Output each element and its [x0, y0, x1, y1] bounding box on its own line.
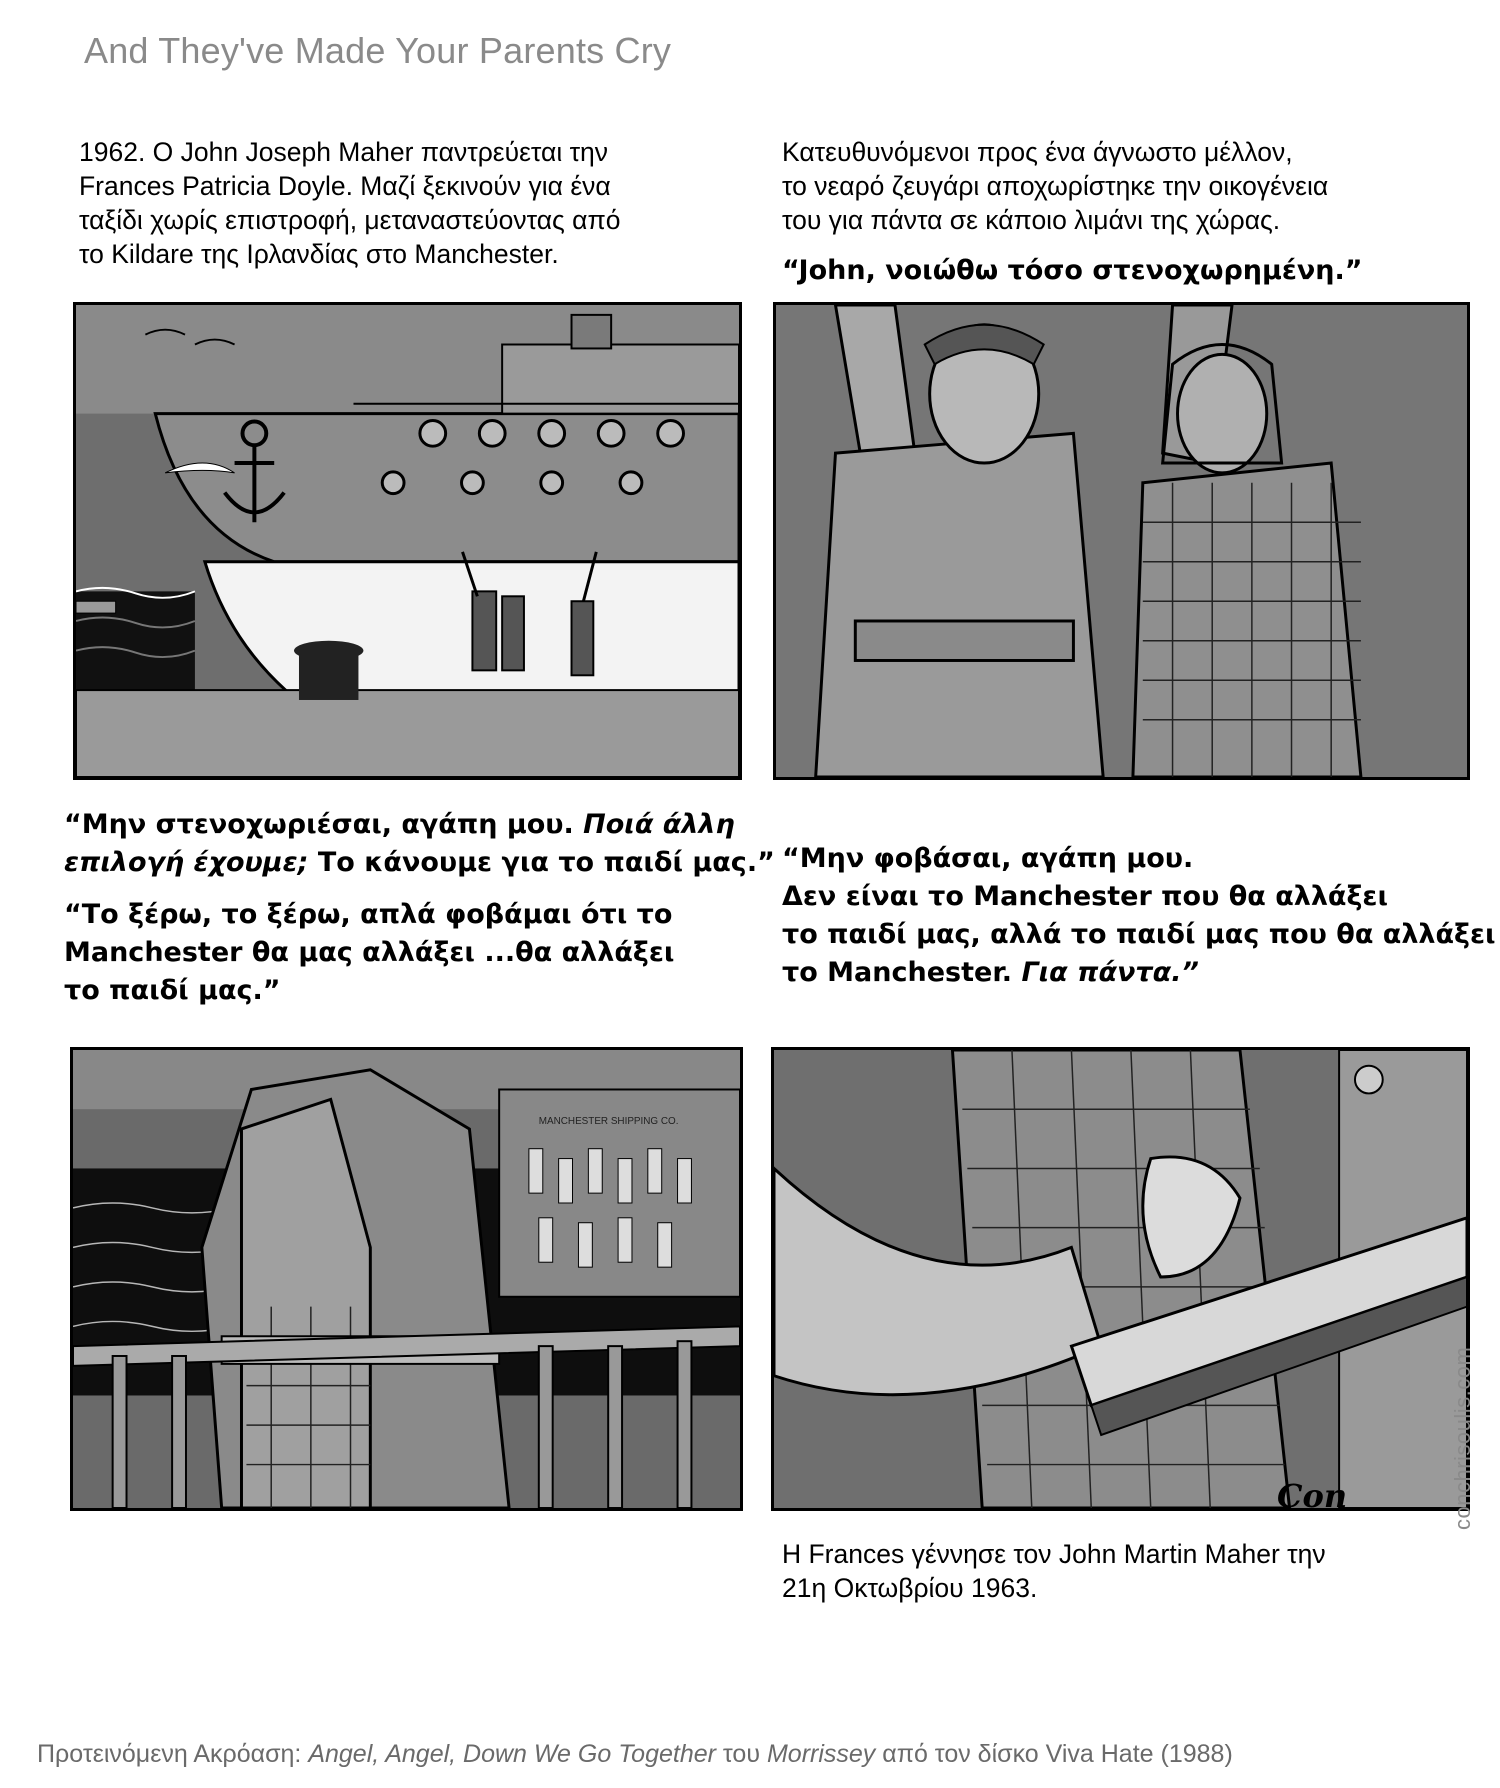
website-credit: conchrisoulis.com	[1450, 1346, 1475, 1530]
speech-text: το Manchester.	[782, 957, 1022, 988]
speech-line	[782, 954, 1496, 992]
footer-artist: Morrissey	[766, 1740, 876, 1768]
hands-illustration	[774, 1050, 1467, 1508]
speech-line	[64, 844, 775, 882]
panel-hands-on-rail	[771, 1047, 1470, 1511]
footer-song: Angel, Angel, Down We Go Together	[308, 1740, 716, 1768]
footer-album: από τον δίσκο Viva Hate (1988)	[875, 1740, 1233, 1768]
speech-text: “Μην στενοχωριέσαι, αγάπη μου.	[64, 809, 584, 840]
comic-title: And They've Made Your Parents Cry	[84, 30, 672, 71]
speech-frances-2	[64, 896, 674, 1010]
caption-panel-2: Κατευθυνόμενοι προς ένα άγνωστο μέλλον, το νεαρό ζευγάρι αποχωρίστηκε την οικογένεια του για πάντα σε κάποιο λιμάνι της χώρας.	[782, 137, 1329, 235]
speech-line: το παιδί μας, αλλά το παιδί μας που θα αλλάξει	[782, 919, 1496, 950]
speech-line: Manchester θα μας αλλάξει ...θα αλλάξει	[64, 937, 675, 968]
speech-text: Το κάνουμε για το παιδί μας.”	[308, 847, 775, 878]
railing-illustration	[73, 1050, 740, 1508]
speech-line: “John, νοιώθω τόσο στενοχωρημένη.”	[782, 255, 1363, 286]
caption-panel-4: Η Frances γέννησε τον John Martin Maher την 21η Οκτωβρίου 1963.	[782, 1539, 1326, 1603]
speech-line: το παιδί μας.”	[64, 975, 281, 1006]
speech-frances-1	[782, 252, 1363, 290]
caption-panel-1: 1962. Ο John Joseph Maher παντρεύεται την Frances Patricia Doyle. Μαζί ξεκινούν για ένα ταξίδι χωρίς επιστροφή, μεταναστεύοντας από το Kildare της Ιρλανδίας στο Manchester.	[79, 137, 621, 269]
couple-waving-illustration	[776, 305, 1467, 777]
speech-line	[64, 806, 775, 844]
footer-prefix: Προτεινόμενη Ακρόαση:	[37, 1740, 309, 1768]
artist-signature: Con	[1277, 1477, 1348, 1515]
speech-line: “Το ξέρω, το ξέρω, απλά φοβάμαι ότι το	[64, 899, 673, 930]
footer-text: του	[715, 1740, 767, 1768]
suggested-listening	[37, 1740, 1233, 1769]
panel-couple-at-railing	[70, 1047, 743, 1511]
speech-emphasis: Για πάντα.”	[1021, 957, 1199, 988]
speech-line: Δεν είναι το Manchester που θα αλλάξει	[782, 881, 1388, 912]
panel-couple-waving	[773, 302, 1470, 780]
speech-emphasis: επιλογή έχουμε;	[64, 847, 309, 878]
pier-sign-text: MANCHESTER SHIPPING CO.	[538, 1116, 679, 1128]
speech-john-1	[64, 806, 775, 882]
speech-john-2	[782, 840, 1496, 992]
panel-ship-departure	[73, 302, 742, 780]
speech-line: “Μην φοβάσαι, αγάπη μου.	[782, 843, 1194, 874]
ship-illustration	[76, 305, 739, 777]
speech-emphasis: Ποιά άλλη	[583, 809, 735, 840]
